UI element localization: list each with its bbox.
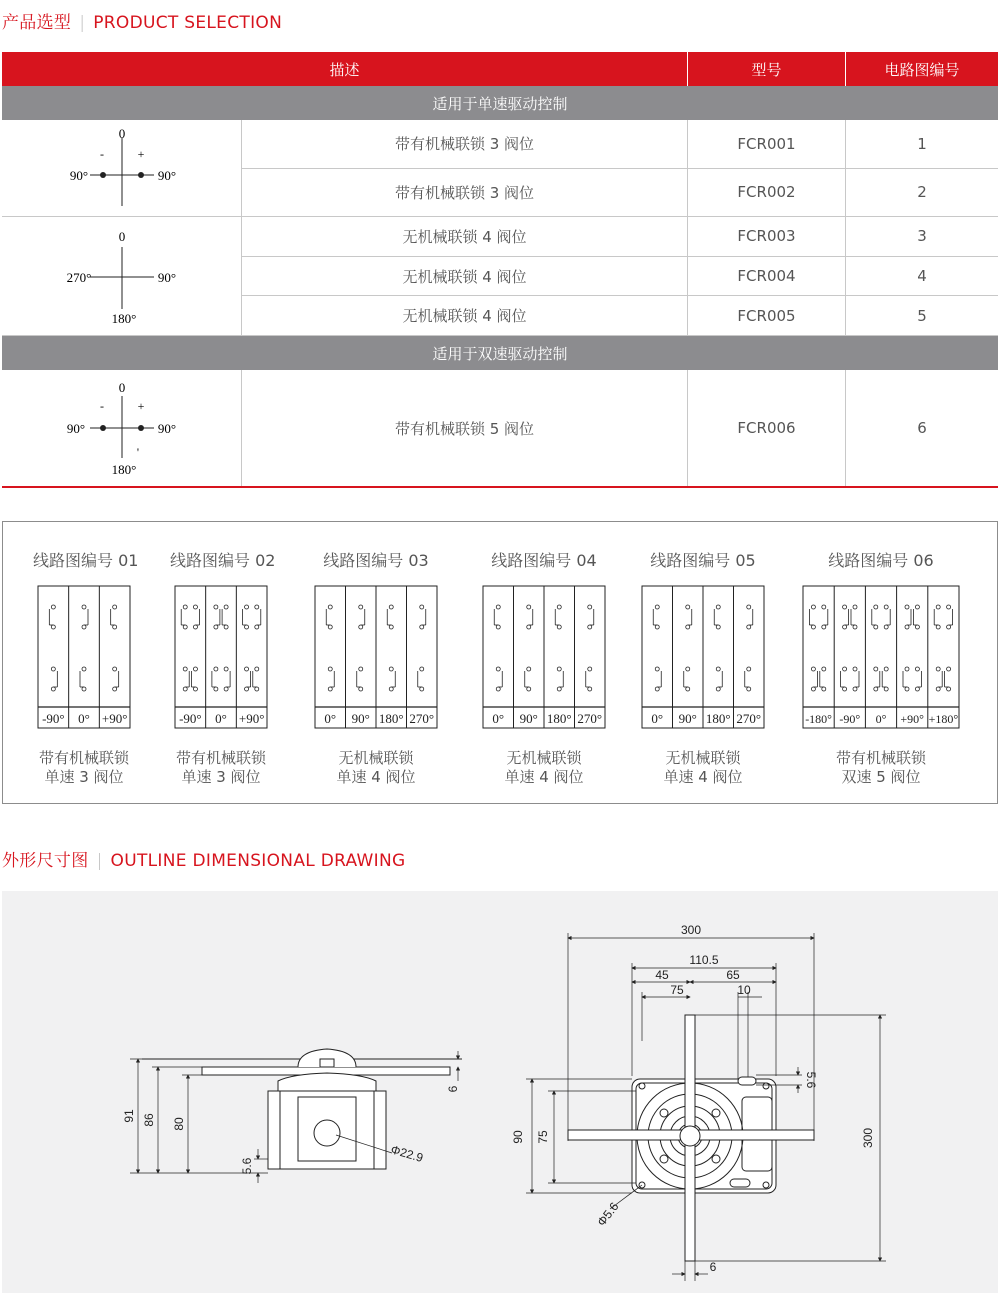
- cell-circuit: 6: [917, 419, 927, 437]
- diag-label-minus: -: [100, 399, 104, 413]
- product-selection-table: [2, 52, 998, 488]
- group-four-position: [2, 217, 998, 336]
- dim-label-dia-22-9: Φ22.9: [389, 1142, 425, 1165]
- diag-label-plus: +: [137, 399, 145, 413]
- position-label: 90°: [678, 711, 697, 726]
- circuit-grid: [174, 585, 268, 729]
- circuit-title: 线路图编号 02: [170, 551, 276, 570]
- circuit-desc-line2: 双速 5 阀位: [841, 768, 921, 786]
- top-view: [526, 933, 886, 1281]
- circuit-desc-line2: 单速 4 阀位: [336, 768, 416, 786]
- switch-diagram-svg: [2, 120, 242, 217]
- position-label: 0°: [324, 711, 337, 726]
- dim-label-small: 5.6: [804, 1071, 818, 1089]
- circuit-title: 线路图编号 01: [33, 551, 139, 570]
- cell-circuit: 5: [917, 306, 927, 325]
- diag-label-right: 90°: [157, 168, 177, 183]
- cell-desc: 无机械联锁 4 阀位: [242, 217, 688, 256]
- diag-label-top: 0: [118, 380, 126, 395]
- side-view: [130, 1049, 462, 1183]
- circuit-diagram-04: [480, 548, 608, 787]
- cell-model: FCR006: [688, 370, 846, 486]
- position-label: +90°: [101, 711, 128, 726]
- diag-label-tick: ': [136, 445, 140, 459]
- circuit-title: 线路图编号 03: [323, 551, 429, 570]
- circuit-diagram-01: [33, 548, 139, 787]
- position-label: 180°: [546, 711, 572, 726]
- cell-model: FCR005: [688, 296, 846, 335]
- dim-label-86: 86: [142, 1113, 156, 1127]
- circuit-diagram-03: [312, 548, 440, 787]
- cell-desc: 无机械联锁 4 阀位: [242, 257, 688, 296]
- circuit-desc-line1: 带有机械联锁: [38, 749, 129, 767]
- circuit-grid: [802, 585, 960, 729]
- diag-label-top: 0: [118, 126, 126, 141]
- position-label: 0°: [215, 711, 227, 726]
- header-model: 型号: [688, 52, 846, 86]
- dim-label-110-5: 110.5: [689, 953, 719, 967]
- diag-label-minus: -: [100, 147, 104, 161]
- section-title-en: PRODUCT SELECTION: [93, 13, 283, 33]
- table-row: [242, 169, 998, 217]
- circuit-grid: [37, 585, 131, 729]
- section-title-product-selection: 产品选型 | PRODUCT SELECTION: [2, 13, 283, 33]
- position-label: 0°: [492, 711, 505, 726]
- table-row: [242, 296, 998, 335]
- section-title-cn: 产品选型: [2, 13, 72, 33]
- dim-label-6: 6: [446, 1085, 460, 1093]
- diag-label-right: 90°: [157, 421, 177, 436]
- position-label: 0°: [875, 712, 887, 726]
- position-label: 90°: [519, 711, 538, 726]
- dim-label-75-height: 75: [536, 1130, 550, 1144]
- diag-label-left: 270°: [66, 270, 92, 285]
- position-label: 0°: [651, 711, 664, 726]
- dim-label-300-width: 300: [680, 923, 702, 937]
- circuit-grid: [314, 585, 438, 729]
- circuit-desc-line1: 带有机械联锁: [175, 749, 266, 767]
- circuit-desc-line1: 无机械联锁: [338, 749, 414, 767]
- position-label: -90°: [179, 711, 202, 726]
- circuit-desc-line2: 单速 3 阀位: [44, 768, 124, 786]
- diag-label-top: 0: [118, 229, 126, 244]
- cell-desc: 带有机械联锁 5 阀位: [242, 370, 688, 486]
- position-label: 0°: [78, 711, 90, 726]
- position-label: 180°: [705, 711, 731, 726]
- diag-label-left: 90°: [66, 421, 86, 436]
- position-label: 270°: [409, 711, 435, 726]
- dim-label-6-bottom: 6: [709, 1260, 717, 1274]
- circuit-diagram-02: [170, 548, 276, 787]
- cell-desc: 带有机械联锁 3 阀位: [242, 169, 688, 217]
- cell-model: FCR002: [688, 169, 846, 217]
- diag-label-left: 90°: [69, 168, 89, 183]
- dim-label-45: 45: [655, 968, 669, 982]
- outline-drawing-panel: [2, 891, 998, 1293]
- circuit-diagram-06: [801, 548, 961, 787]
- circuit-title: 线路图编号 05: [650, 551, 756, 570]
- switch-diagram-svg: [2, 370, 242, 486]
- circuit-grid: [641, 585, 765, 729]
- dim-label-91: 91: [122, 1109, 136, 1123]
- position-label: +90°: [238, 711, 265, 726]
- switch-diagram-svg: [2, 217, 242, 336]
- circuit-desc-line2: 单速 3 阀位: [181, 768, 261, 786]
- cell-desc: 带有机械联锁 3 阀位: [242, 120, 688, 168]
- circuit-diagrams-panel: [2, 521, 998, 804]
- dim-label-80: 80: [172, 1117, 186, 1131]
- diag-label-plus: +: [137, 147, 145, 161]
- header-circuit: 电路图编号: [884, 60, 960, 79]
- diag-label-bottom: 180°: [111, 462, 137, 477]
- group-bar-single-speed: 适用于单速驱动控制: [2, 86, 998, 120]
- header-desc: 描述: [2, 52, 688, 86]
- dim-label-65: 65: [726, 968, 740, 982]
- position-label: -90°: [839, 712, 861, 726]
- cell-circuit: 2: [917, 183, 927, 202]
- circuit-title: 线路图编号 06: [828, 551, 934, 570]
- diag-label-bottom: 180°: [111, 311, 137, 326]
- dim-label-dia-5-6: Φ5.6: [594, 1199, 622, 1229]
- table-row: [242, 370, 998, 486]
- position-label: -180°: [805, 712, 832, 726]
- section-title-en: OUTLINE DIMENSIONAL DRAWING: [110, 851, 406, 871]
- cell-model: FCR004: [688, 257, 846, 296]
- circuit-desc-line2: 单速 4 阀位: [504, 768, 584, 786]
- table-row: [242, 257, 998, 297]
- circuit-desc-line1: 无机械联锁: [665, 749, 741, 767]
- dim-label-5-6: 5.6: [240, 1157, 254, 1175]
- switch-diagram-four-position: [2, 217, 242, 335]
- table-row: [242, 217, 998, 257]
- cell-circuit: 4: [917, 267, 927, 285]
- circuit-desc-line1: 无机械联锁: [506, 749, 582, 767]
- position-label: 270°: [736, 711, 762, 726]
- cell-circuit: 1: [917, 134, 927, 153]
- circuit-desc-line2: 单速 4 阀位: [663, 768, 743, 786]
- position-label: -90°: [42, 711, 65, 726]
- cell-desc: 无机械联锁 4 阀位: [242, 296, 688, 335]
- position-label: +180°: [928, 712, 959, 726]
- position-label: +90°: [900, 712, 924, 726]
- circuit-grid: [482, 585, 606, 729]
- table-header: [2, 52, 998, 86]
- circuit-diagram-05: [639, 548, 767, 787]
- dim-label-10: 10: [737, 983, 751, 997]
- position-label: 180°: [378, 711, 404, 726]
- position-label: 270°: [577, 711, 603, 726]
- cell-circuit: 3: [917, 227, 927, 246]
- outline-drawing-svg: [2, 891, 998, 1293]
- group-bar-double-speed: 适用于双速驱动控制: [2, 336, 998, 370]
- switch-diagram-five-position: [2, 370, 242, 486]
- position-label: 90°: [351, 711, 370, 726]
- dim-label-90: 90: [511, 1130, 525, 1144]
- dim-label-75-width: 75: [670, 983, 684, 997]
- circuit-desc-line1: 带有机械联锁: [835, 749, 926, 767]
- dim-label-300-height: 300: [861, 1127, 875, 1149]
- switch-diagram-three-position: [2, 120, 242, 216]
- section-title-cn: 外形尺寸图: [2, 851, 89, 871]
- group-three-position: [2, 120, 998, 217]
- cell-model: FCR001: [688, 120, 846, 168]
- cell-model: FCR003: [688, 217, 846, 256]
- table-row: [242, 120, 998, 169]
- diag-label-right: 90°: [157, 270, 177, 285]
- circuit-title: 线路图编号 04: [491, 551, 597, 570]
- section-title-outline-drawing: 外形尺寸图 | OUTLINE DIMENSIONAL DRAWING: [2, 851, 406, 871]
- group-five-position: [2, 370, 998, 488]
